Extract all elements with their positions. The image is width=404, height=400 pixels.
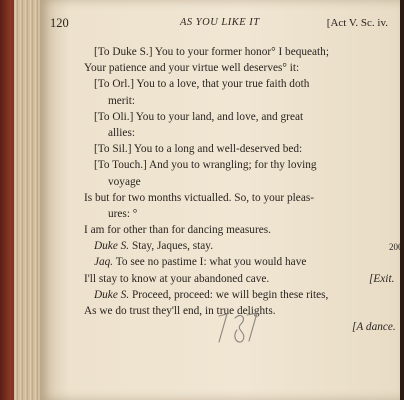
text-line: [To Duke S.] You to your former honor° I bequeath; [94, 46, 329, 58]
act-scene-reference: [Act V. Sc. iv. [326, 17, 388, 29]
stage-direction-exit: [Exit. [369, 272, 395, 285]
pencil-annotation [213, 308, 263, 348]
text-line: [To Sil.] You to a long and well-deserved bed: [94, 143, 303, 156]
text-line [84, 271, 404, 287]
line-number: 200 [389, 242, 403, 253]
speech-text: To see no pastime I: what you would have [115, 256, 307, 269]
text-line [84, 254, 404, 270]
book-page [40, 0, 403, 400]
text-line [84, 238, 404, 254]
text-line: ures: ° [108, 207, 138, 220]
speaker-name: Duke S. [94, 240, 130, 253]
text-line: allies: [108, 126, 135, 139]
speaker-name: Duke S. [94, 288, 130, 301]
running-title: AS YOU LIKE IT [180, 17, 260, 28]
text-line: [To Oli.] You to your land, and love, and great [94, 110, 304, 123]
text-line [84, 287, 404, 303]
speech-text: Stay, Jaques, stay. [131, 240, 214, 253]
speech-text: Proceed, proceed: we will begin these rites, [131, 288, 329, 301]
stage-direction-dance: [A dance. [352, 321, 396, 334]
text-line: voyage [108, 175, 141, 188]
text-line: [To Orl.] You to a love, that your true faith doth [94, 78, 310, 91]
page-header [50, 14, 388, 34]
speaker-name: Jaq. [94, 256, 114, 269]
page-number: 120 [50, 16, 69, 30]
speech-text: I'll stay to know at your abandoned cave. [84, 272, 270, 285]
play-text [84, 44, 404, 335]
text-line: As we do trust they'll end, in true delights. [84, 305, 276, 317]
text-line: [To Touch.] And you to wrangling; for thy loving [94, 159, 317, 172]
text-line: I am for other than for dancing measures. [84, 224, 271, 237]
text-line: merit: [108, 94, 135, 107]
text-line: Is but for two months victualled. So, to your pleas- [84, 191, 314, 204]
text-line: Your patience and your virtue well deserves° it: [84, 62, 300, 75]
